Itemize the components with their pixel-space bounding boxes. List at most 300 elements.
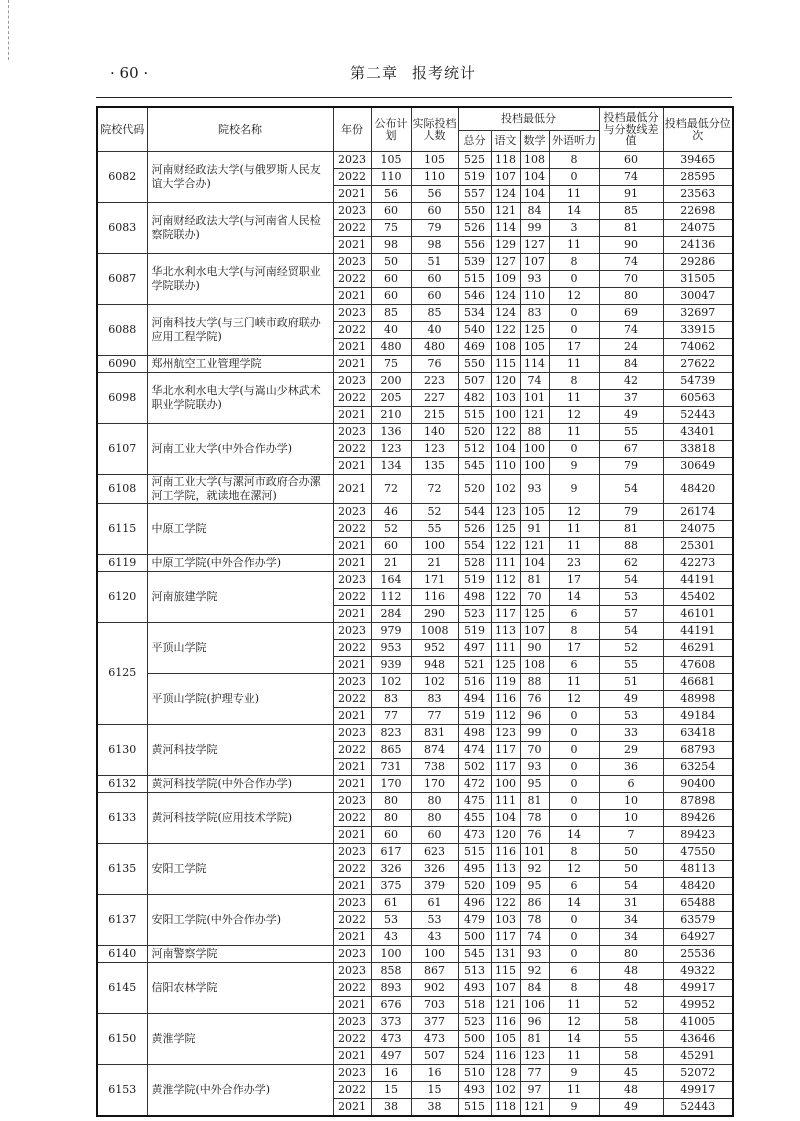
cell-rank: 47550 — [663, 843, 733, 860]
cell-year: 2023 — [333, 792, 371, 809]
cell-diff: 81 — [599, 520, 663, 537]
cell-total: 498 — [458, 724, 491, 741]
cell-total: 526 — [458, 520, 491, 537]
cell-math: 86 — [520, 894, 549, 911]
cell-year: 2021 — [333, 996, 371, 1013]
table-row — [97, 152, 733, 169]
cell-plan: 75 — [371, 356, 411, 373]
cell-actual: 227 — [411, 390, 458, 407]
cell-total: 539 — [458, 254, 491, 271]
cell-math: 74 — [520, 373, 549, 390]
school-code: 6132 — [97, 775, 147, 792]
cell-total: 528 — [458, 554, 491, 571]
cell-listening: 11 — [549, 237, 599, 254]
table-row — [97, 554, 733, 571]
cell-math: 70 — [520, 588, 549, 605]
cell-chinese: 104 — [491, 809, 520, 826]
cell-year: 2023 — [333, 305, 371, 322]
cell-listening: 0 — [549, 741, 599, 758]
chapter-label: 第二章 — [349, 64, 398, 82]
header-rule — [96, 97, 732, 98]
cell-listening: 0 — [549, 792, 599, 809]
cell-rank: 49917 — [663, 1081, 733, 1098]
school-code: 6098 — [97, 373, 147, 424]
cell-plan: 110 — [371, 169, 411, 186]
school-code: 6107 — [97, 424, 147, 475]
cell-year: 2023 — [333, 962, 371, 979]
cell-listening: 17 — [549, 639, 599, 656]
cell-listening: 0 — [549, 271, 599, 288]
cell-plan: 15 — [371, 1081, 411, 1098]
page-number: · 60 · — [110, 64, 149, 82]
cell-chinese: 115 — [491, 962, 520, 979]
cell-plan: 38 — [371, 1098, 411, 1116]
cell-plan: 53 — [371, 911, 411, 928]
cell-rank: 48113 — [663, 860, 733, 877]
cell-diff: 24 — [599, 339, 663, 356]
cell-rank: 63579 — [663, 911, 733, 928]
cell-total: 475 — [458, 792, 491, 809]
cell-diff: 85 — [599, 203, 663, 220]
cell-math: 81 — [520, 1030, 549, 1047]
cell-diff: 10 — [599, 792, 663, 809]
cell-diff: 49 — [599, 407, 663, 424]
cell-rank: 33818 — [663, 441, 733, 458]
cell-total: 556 — [458, 237, 491, 254]
table-row — [97, 1064, 733, 1081]
cell-year: 2021 — [333, 407, 371, 424]
cell-total: 495 — [458, 860, 491, 877]
cell-plan: 617 — [371, 843, 411, 860]
cell-plan: 56 — [371, 186, 411, 203]
cell-year: 2022 — [333, 322, 371, 339]
cell-chinese: 103 — [491, 390, 520, 407]
cell-year: 2023 — [333, 203, 371, 220]
cell-diff: 60 — [599, 152, 663, 169]
cell-plan: 16 — [371, 1064, 411, 1081]
cell-diff: 84 — [599, 356, 663, 373]
cell-diff: 48 — [599, 962, 663, 979]
cell-plan: 46 — [371, 503, 411, 520]
school-code: 6150 — [97, 1013, 147, 1064]
table-row — [97, 475, 733, 504]
cell-actual: 16 — [411, 1064, 458, 1081]
cell-actual: 61 — [411, 894, 458, 911]
cell-diff: 49 — [599, 1098, 663, 1116]
cell-rank: 46101 — [663, 605, 733, 622]
cell-actual: 56 — [411, 186, 458, 203]
cell-actual: 473 — [411, 1030, 458, 1047]
cell-actual: 102 — [411, 673, 458, 690]
cell-math: 104 — [520, 169, 549, 186]
cell-chinese: 128 — [491, 1064, 520, 1081]
school-name: 河南科技大学(与三门峡市政府联办应用工程学院) — [147, 305, 333, 356]
cell-rank: 48420 — [663, 877, 733, 894]
cell-chinese: 117 — [491, 741, 520, 758]
cell-rank: 45291 — [663, 1047, 733, 1064]
cell-diff: 37 — [599, 390, 663, 407]
cell-total: 521 — [458, 656, 491, 673]
cell-total: 493 — [458, 979, 491, 996]
cell-total: 472 — [458, 775, 491, 792]
cell-plan: 50 — [371, 254, 411, 271]
cell-rank: 43646 — [663, 1030, 733, 1047]
cell-diff: 70 — [599, 271, 663, 288]
cell-math: 78 — [520, 911, 549, 928]
cell-rank: 60563 — [663, 390, 733, 407]
cell-chinese: 120 — [491, 826, 520, 843]
cell-chinese: 112 — [491, 571, 520, 588]
cell-chinese: 122 — [491, 322, 520, 339]
cell-chinese: 109 — [491, 877, 520, 894]
cell-chinese: 102 — [491, 475, 520, 504]
cell-diff: 49 — [599, 690, 663, 707]
cell-year: 2022 — [333, 860, 371, 877]
cell-chinese: 100 — [491, 775, 520, 792]
cell-math: 121 — [520, 537, 549, 554]
header-name: 院校名称 — [147, 107, 333, 152]
cell-rank: 31505 — [663, 271, 733, 288]
cell-listening: 17 — [549, 339, 599, 356]
cell-actual: 38 — [411, 1098, 458, 1116]
cell-plan: 865 — [371, 741, 411, 758]
cell-diff: 53 — [599, 588, 663, 605]
table-body — [97, 152, 733, 1116]
cell-year: 2022 — [333, 390, 371, 407]
cell-year: 2023 — [333, 503, 371, 520]
school-name: 黄淮学院(中外合作办学) — [147, 1064, 333, 1116]
cell-math: 105 — [520, 339, 549, 356]
cell-diff: 50 — [599, 860, 663, 877]
cell-math: 88 — [520, 673, 549, 690]
admission-stats-table — [96, 106, 734, 1117]
cell-plan: 676 — [371, 996, 411, 1013]
cell-plan: 164 — [371, 571, 411, 588]
cell-rank: 63254 — [663, 758, 733, 775]
school-name: 河南工业大学(中外合作办学) — [147, 424, 333, 475]
cell-year: 2022 — [333, 979, 371, 996]
cell-rank: 23563 — [663, 186, 733, 203]
cell-listening: 12 — [549, 690, 599, 707]
cell-chinese: 120 — [491, 373, 520, 390]
cell-chinese: 116 — [491, 1047, 520, 1064]
cell-chinese: 116 — [491, 843, 520, 860]
cell-rank: 44191 — [663, 622, 733, 639]
cell-plan: 80 — [371, 792, 411, 809]
cell-total: 544 — [458, 503, 491, 520]
school-code: 6153 — [97, 1064, 147, 1116]
cell-plan: 60 — [371, 288, 411, 305]
header-math: 数学 — [520, 131, 549, 152]
cell-actual: 85 — [411, 305, 458, 322]
cell-math: 81 — [520, 792, 549, 809]
table-row — [97, 254, 733, 271]
cell-plan: 205 — [371, 390, 411, 407]
cell-chinese: 111 — [491, 554, 520, 571]
cell-actual: 170 — [411, 775, 458, 792]
cell-rank: 32697 — [663, 305, 733, 322]
cell-plan: 284 — [371, 605, 411, 622]
cell-total: 520 — [458, 877, 491, 894]
cell-listening: 8 — [549, 979, 599, 996]
cell-math: 74 — [520, 928, 549, 945]
table-row — [97, 792, 733, 809]
page-header — [96, 62, 730, 84]
cell-total: 557 — [458, 186, 491, 203]
cell-actual: 98 — [411, 237, 458, 254]
cell-listening: 14 — [549, 588, 599, 605]
cell-plan: 893 — [371, 979, 411, 996]
cell-math: 104 — [520, 186, 549, 203]
cell-year: 2023 — [333, 1013, 371, 1030]
header-min-score-group: 投档最低分 — [458, 107, 599, 131]
cell-rank: 22698 — [663, 203, 733, 220]
cell-actual: 223 — [411, 373, 458, 390]
cell-plan: 823 — [371, 724, 411, 741]
cell-diff: 31 — [599, 894, 663, 911]
cell-chinese: 107 — [491, 169, 520, 186]
cell-plan: 858 — [371, 962, 411, 979]
cell-rank: 42273 — [663, 554, 733, 571]
cell-listening: 12 — [549, 503, 599, 520]
cell-chinese: 119 — [491, 673, 520, 690]
cell-actual: 171 — [411, 571, 458, 588]
cell-rank: 29286 — [663, 254, 733, 271]
cell-year: 2022 — [333, 639, 371, 656]
cell-math: 101 — [520, 390, 549, 407]
cell-listening: 0 — [549, 775, 599, 792]
cell-total: 515 — [458, 271, 491, 288]
cell-rank: 52443 — [663, 407, 733, 424]
cell-total: 502 — [458, 758, 491, 775]
cell-year: 2023 — [333, 622, 371, 639]
cell-year: 2023 — [333, 1064, 371, 1081]
cell-listening: 3 — [549, 220, 599, 237]
cell-plan: 480 — [371, 339, 411, 356]
cell-plan: 326 — [371, 860, 411, 877]
cell-chinese: 113 — [491, 622, 520, 639]
cell-listening: 12 — [549, 1013, 599, 1030]
cell-total: 534 — [458, 305, 491, 322]
cell-rank: 46681 — [663, 673, 733, 690]
cell-year: 2021 — [333, 1047, 371, 1064]
table-row — [97, 673, 733, 690]
cell-math: 108 — [520, 656, 549, 673]
cell-listening: 8 — [549, 373, 599, 390]
cell-diff: 10 — [599, 809, 663, 826]
cell-rank: 49184 — [663, 707, 733, 724]
cell-year: 2021 — [333, 475, 371, 504]
cell-listening: 6 — [549, 962, 599, 979]
school-name: 河南警察学院 — [147, 945, 333, 962]
cell-actual: 53 — [411, 911, 458, 928]
cell-listening: 8 — [549, 622, 599, 639]
cell-total: 482 — [458, 390, 491, 407]
cell-actual: 623 — [411, 843, 458, 860]
chapter-title: 报考统计 — [412, 64, 477, 82]
school-code: 6088 — [97, 305, 147, 356]
cell-total: 550 — [458, 203, 491, 220]
cell-year: 2022 — [333, 220, 371, 237]
cell-listening: 11 — [549, 1047, 599, 1064]
cell-chinese: 104 — [491, 441, 520, 458]
cell-year: 2021 — [333, 356, 371, 373]
cell-actual: 867 — [411, 962, 458, 979]
cell-actual: 40 — [411, 322, 458, 339]
cell-math: 95 — [520, 775, 549, 792]
cell-rank: 90400 — [663, 775, 733, 792]
header-rank: 投档最低分位次 — [663, 107, 733, 152]
cell-chinese: 129 — [491, 237, 520, 254]
cell-rank: 87898 — [663, 792, 733, 809]
cell-total: 474 — [458, 741, 491, 758]
school-code: 6082 — [97, 152, 147, 203]
cell-listening: 0 — [549, 758, 599, 775]
cell-chinese: 127 — [491, 254, 520, 271]
header-actual: 实际投档人数 — [411, 107, 458, 152]
school-code: 6140 — [97, 945, 147, 962]
cell-actual: 60 — [411, 288, 458, 305]
cell-chinese: 117 — [491, 758, 520, 775]
cell-actual: 76 — [411, 356, 458, 373]
cell-listening: 0 — [549, 707, 599, 724]
cell-listening: 11 — [549, 537, 599, 554]
cell-year: 2021 — [333, 758, 371, 775]
cell-plan: 75 — [371, 220, 411, 237]
cell-actual: 80 — [411, 792, 458, 809]
cell-rank: 68793 — [663, 741, 733, 758]
cell-listening: 14 — [549, 1030, 599, 1047]
cell-math: 108 — [520, 152, 549, 169]
cell-math: 100 — [520, 458, 549, 475]
school-name: 郑州航空工业管理学院 — [147, 356, 333, 373]
school-code: 6137 — [97, 894, 147, 945]
cell-plan: 43 — [371, 928, 411, 945]
cell-math: 76 — [520, 826, 549, 843]
cell-diff: 33 — [599, 724, 663, 741]
cell-listening: 0 — [549, 809, 599, 826]
cell-total: 512 — [458, 441, 491, 458]
school-name: 黄河科技学院 — [147, 724, 333, 775]
cell-diff: 91 — [599, 186, 663, 203]
school-code: 6133 — [97, 792, 147, 843]
cell-chinese: 123 — [491, 724, 520, 741]
cell-diff: 79 — [599, 458, 663, 475]
cell-listening: 11 — [549, 356, 599, 373]
cell-diff: 90 — [599, 237, 663, 254]
cell-plan: 40 — [371, 322, 411, 339]
cell-chinese: 113 — [491, 860, 520, 877]
cell-actual: 831 — [411, 724, 458, 741]
cell-total: 515 — [458, 407, 491, 424]
cell-math: 93 — [520, 758, 549, 775]
cell-total: 469 — [458, 339, 491, 356]
cell-plan: 98 — [371, 237, 411, 254]
school-code: 6087 — [97, 254, 147, 305]
school-name: 黄淮学院 — [147, 1013, 333, 1064]
header-year: 年份 — [333, 107, 371, 152]
cell-plan: 80 — [371, 809, 411, 826]
cell-rank: 24075 — [663, 520, 733, 537]
cell-chinese: 110 — [491, 458, 520, 475]
school-name: 安阳工学院 — [147, 843, 333, 894]
cell-listening: 0 — [549, 928, 599, 945]
cell-actual: 326 — [411, 860, 458, 877]
cell-total: 519 — [458, 707, 491, 724]
cell-diff: 62 — [599, 554, 663, 571]
cell-actual: 15 — [411, 1081, 458, 1098]
cell-diff: 74 — [599, 254, 663, 271]
cell-actual: 72 — [411, 475, 458, 504]
cell-actual: 738 — [411, 758, 458, 775]
cell-total: 515 — [458, 1098, 491, 1116]
school-code: 6130 — [97, 724, 147, 775]
cell-actual: 105 — [411, 152, 458, 169]
school-code: 6135 — [97, 843, 147, 894]
cell-rank: 64927 — [663, 928, 733, 945]
cell-listening: 12 — [549, 407, 599, 424]
cell-plan: 731 — [371, 758, 411, 775]
cell-chinese: 109 — [491, 271, 520, 288]
cell-year: 2023 — [333, 152, 371, 169]
cell-plan: 102 — [371, 673, 411, 690]
cell-total: 550 — [458, 356, 491, 373]
cell-chinese: 124 — [491, 288, 520, 305]
cell-chinese: 124 — [491, 186, 520, 203]
cell-rank: 48998 — [663, 690, 733, 707]
cell-math: 106 — [520, 996, 549, 1013]
cell-actual: 874 — [411, 741, 458, 758]
cell-math: 114 — [520, 356, 549, 373]
school-code: 6090 — [97, 356, 147, 373]
cell-actual: 79 — [411, 220, 458, 237]
cell-total: 513 — [458, 962, 491, 979]
table-row — [97, 962, 733, 979]
cell-listening: 9 — [549, 1098, 599, 1116]
cell-year: 2022 — [333, 169, 371, 186]
cell-total: 520 — [458, 424, 491, 441]
cell-rank: 54739 — [663, 373, 733, 390]
cell-actual: 51 — [411, 254, 458, 271]
table-row — [97, 1013, 733, 1030]
cell-rank: 25536 — [663, 945, 733, 962]
cell-plan: 52 — [371, 520, 411, 537]
table-row — [97, 775, 733, 792]
header-listening: 外语听力 — [549, 131, 599, 152]
cell-rank: 46291 — [663, 639, 733, 656]
cell-math: 83 — [520, 305, 549, 322]
cell-listening: 0 — [549, 911, 599, 928]
cell-plan: 61 — [371, 894, 411, 911]
cell-plan: 123 — [371, 441, 411, 458]
cell-rank: 24075 — [663, 220, 733, 237]
cell-actual: 140 — [411, 424, 458, 441]
cell-math: 127 — [520, 237, 549, 254]
school-code: 6125 — [97, 622, 147, 724]
cell-diff: 58 — [599, 1013, 663, 1030]
cell-plan: 60 — [371, 203, 411, 220]
cell-actual: 379 — [411, 877, 458, 894]
cell-chinese: 103 — [491, 911, 520, 928]
table-row — [97, 424, 733, 441]
school-name: 平顶山学院(护理专业) — [147, 673, 333, 724]
cell-rank: 45402 — [663, 588, 733, 605]
cell-listening: 11 — [549, 520, 599, 537]
cell-chinese: 111 — [491, 792, 520, 809]
cell-total: 540 — [458, 322, 491, 339]
cell-total: 510 — [458, 1064, 491, 1081]
cell-rank: 30649 — [663, 458, 733, 475]
